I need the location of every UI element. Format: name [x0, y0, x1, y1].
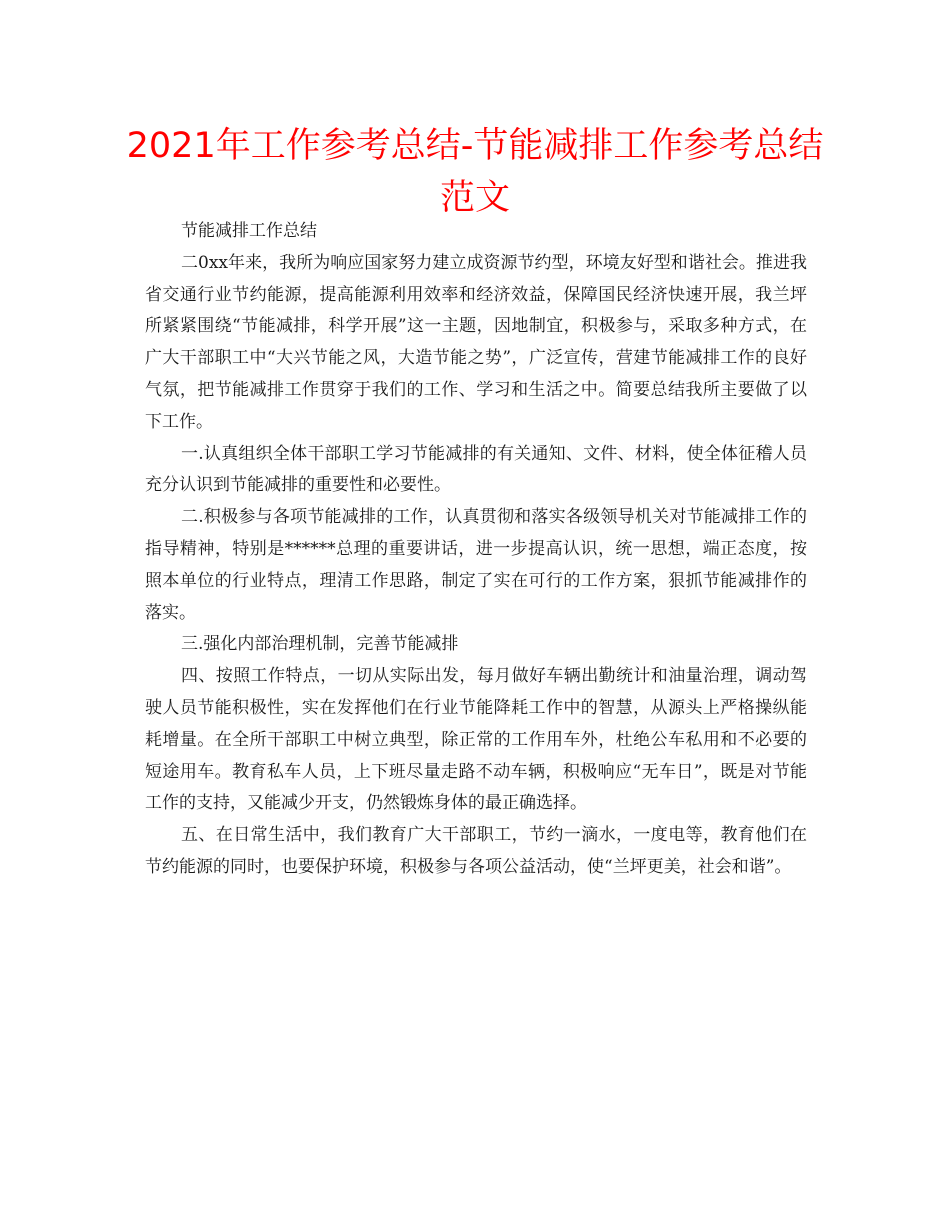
item-one-paragraph: 一.认真组织全体干部职工学习节能减排的有关通知、文件、材料，使全体征稽人员充分认识到节能减排的重要性和必要性。	[145, 443, 807, 496]
intro-paragraph: 二0xx年来，我所为响应国家努力建立成资源节约型，环境友好型和谐社会。推进我省交通行业节约能源，提高能源利用效率和经济效益，保障国民经济快速开展，我兰坪所紧紧围绕“节能减排，科学开展”这一主题，因地制宜，积极参与，采取多种方式，在广大干部职工中“大兴节能之风，大造节能之势”，广泛宣传，营建节能减排工作的良好气氛，把节能减排工作贯穿于我们的工作、学习和生活之中。简要总结我所主要做了以下工作。	[145, 252, 807, 432]
item-four-paragraph: 四、按照工作特点，一切从实际出发，每月做好车辆出勤统计和油量治理，调动驾驶人员节能积极性，实在发挥他们在行业节能降耗工作中的智慧，从源头上严格操纵能耗增量。在全所干部职工中树立典型，除正常的工作用车外，杜绝公车私用和不必要的短途用车。教育私车人员，上下班尽量走路不动车辆，积极响应“无车日”，既是对节能工作的支持，又能减少开支，仍然锻炼身体的最正确选择。	[145, 666, 807, 814]
document-title: 2021年工作参考总结-节能减排工作参考总结范文	[126, 126, 824, 218]
item-five-paragraph: 五、在日常生活中，我们教育广大干部职工，节约一滴水，一度电等，教育他们在节约能源的同时，也要保护环境，积极参与各项公益活动，使“兰坪更美，社会和谐”。	[145, 825, 807, 877]
item-two-paragraph: 二.积极参与各项节能减排的工作，认真贯彻和落实各级领导机关对节能减排工作的指导精神，特别是******总理的重要讲话，进一步提高认识，统一思想，端正态度，按照本单位的行业特点，理清工作思路，制定了实在可行的工作方案，狠抓节能减排作的落实。	[145, 507, 807, 623]
item-three-paragraph: 三.强化内部治理机制，完善节能减排	[181, 634, 459, 655]
document-body	[145, 216, 807, 884]
section-heading: 节能减排工作总结	[181, 221, 317, 241]
